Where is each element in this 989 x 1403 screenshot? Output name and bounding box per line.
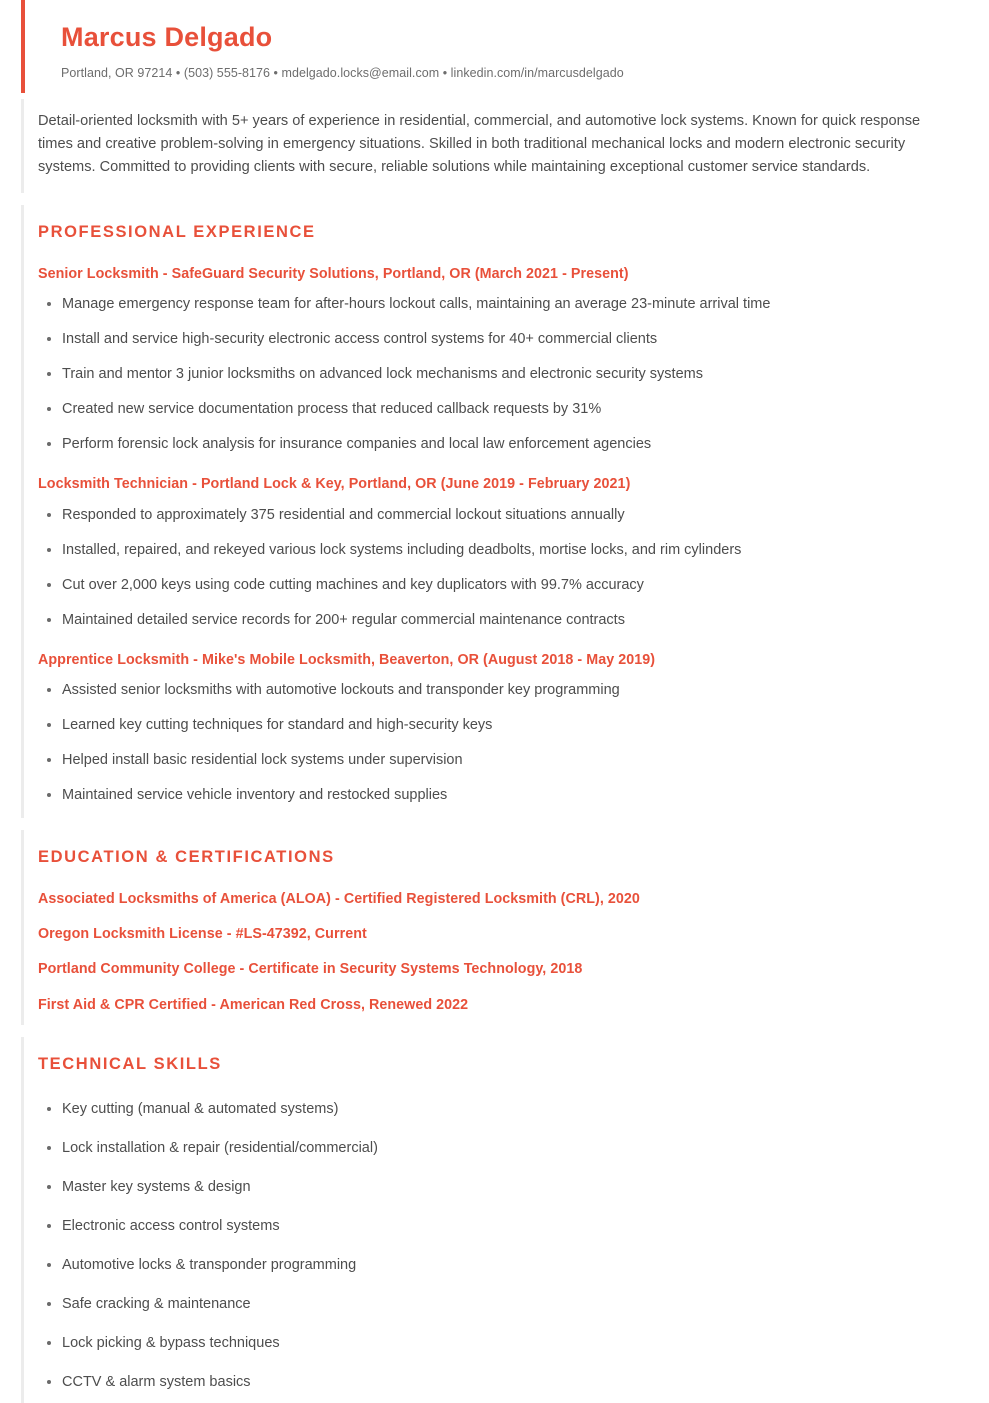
education-item: First Aid & CPR Certified - American Red Cross, Renewed 2022 [38,996,469,1013]
skill-item: CCTV & alarm system basics [38,1372,949,1393]
resume-header [21,0,989,93]
experience-entry [38,265,949,455]
skill-item: Safe cracking & maintenance [38,1294,949,1315]
skill-item: Lock installation & repair (residential/commercial) [38,1138,949,1159]
job-bullet: Install and service high-security electronic access control systems for 40+ commercial clients [38,329,949,350]
experience-entry [38,651,949,806]
skills-list [38,1099,949,1393]
section-title-education: EDUCATION & CERTIFICATIONS [38,848,335,867]
job-bullet: Assisted senior locksmiths with automotive lockouts and transponder key programming [38,680,949,701]
job-bullet: Maintained detailed service records for 200+ regular commercial maintenance contracts [38,610,949,631]
candidate-name: Marcus Delgado [61,22,273,52]
job-heading: Senior Locksmith - SafeGuard Security Solutions, Portland, OR (March 2021 - Present) [38,265,629,282]
job-bullet: Learned key cutting techniques for standard and high-security keys [38,715,949,736]
experience-entry [38,475,949,630]
education-list [38,890,949,1015]
education-item: Associated Locksmiths of America (ALOA) - Certified Registered Locksmith (CRL), 2020 [38,890,640,907]
experience-section [21,205,989,818]
job-bullet: Helped install basic residential lock systems under supervision [38,750,949,771]
job-bullet: Cut over 2,000 keys using code cutting machines and key duplicators with 99.7% accuracy [38,575,949,596]
education-item: Portland Community College - Certificate in Security Systems Technology, 2018 [38,961,583,978]
education-item: Oregon Locksmith License - #LS-47392, Current [38,926,367,943]
skills-section [21,1037,989,1403]
section-title-skills: TECHNICAL SKILLS [38,1055,222,1074]
skill-item: Key cutting (manual & automated systems) [38,1099,949,1120]
job-bullet: Created new service documentation process that reduced callback requests by 31% [38,399,949,420]
summary-text: Detail-oriented locksmith with 5+ years of experience in residential, commercial, and automotive lock systems. Known for quick response times and creative problem-solving in emergency situations. Skilled in both traditional mechanical locks and modern electronic security systems. Committed to providing clients with secure, reliable solutions while maintaining exceptional customer service standards. [38,112,921,175]
job-heading: Apprentice Locksmith - Mike's Mobile Locksmith, Beaverton, OR (August 2018 - May 2019) [38,651,656,668]
job-bullet: Responded to approximately 375 residential and commercial lockout situations annually [38,505,949,526]
job-bullet: Maintained service vehicle inventory and restocked supplies [38,785,949,806]
skill-item: Automotive locks & transponder programming [38,1255,949,1276]
section-title-experience: PROFESSIONAL EXPERIENCE [38,223,316,242]
job-bullet-list [38,680,949,806]
job-heading: Locksmith Technician - Portland Lock & Key, Portland, OR (June 2019 - February 2021) [38,476,631,493]
skill-item: Electronic access control systems [38,1216,949,1237]
job-bullet-list [38,294,949,455]
job-bullet: Train and mentor 3 junior locksmiths on advanced lock mechanisms and electronic security systems [38,364,949,385]
summary-section [21,99,989,194]
skill-item: Master key systems & design [38,1177,949,1198]
education-section [21,830,989,1025]
skill-item: Lock picking & bypass techniques [38,1333,949,1354]
job-bullet: Installed, repaired, and rekeyed various lock systems including deadbolts, mortise locks, and rim cylinders [38,540,949,561]
contact-line: Portland, OR 97214 • (503) 555-8176 • mdelgado.locks@email.com • linkedin.com/in/marcusdelgado [61,66,624,81]
job-bullet-list [38,505,949,631]
job-bullet: Perform forensic lock analysis for insurance companies and local law enforcement agencies [38,434,949,455]
job-bullet: Manage emergency response team for after-hours lockout calls, maintaining an average 23-minute arrival time [38,294,949,315]
